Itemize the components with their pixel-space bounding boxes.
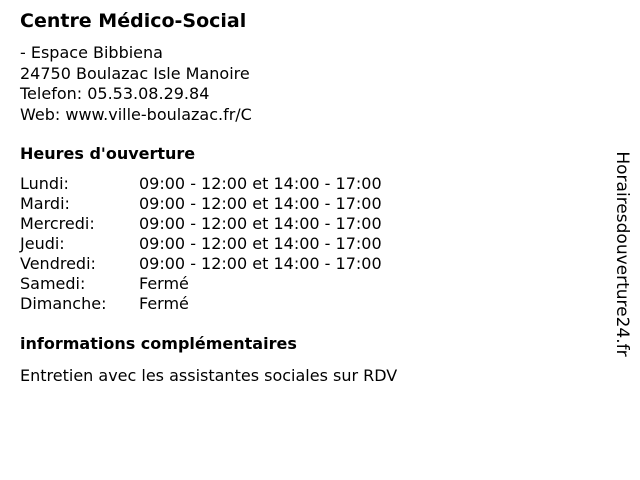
hours-row-jeudi xyxy=(20,234,382,254)
hours-row-vendredi xyxy=(20,254,382,274)
hours-row-lundi xyxy=(20,174,382,194)
hours-row-samedi xyxy=(20,274,382,294)
time-value: 09:00 - 12:00 et 14:00 - 17:00 xyxy=(139,254,382,273)
address-line-2: 24750 Boulazac Isle Manoire xyxy=(20,63,250,83)
time-value: 09:00 - 12:00 et 14:00 - 17:00 xyxy=(139,174,382,193)
time-value: Fermé xyxy=(139,274,189,293)
day-label: Samedi: xyxy=(20,274,86,293)
hours-row-mardi xyxy=(20,194,382,214)
day-label: Dimanche: xyxy=(20,294,107,313)
info-heading: informations complémentaires xyxy=(20,334,297,353)
day-label: Mercredi: xyxy=(20,214,95,233)
page-title: Centre Médico-Social xyxy=(20,10,247,32)
hours-heading: Heures d'ouverture xyxy=(20,144,196,163)
hours-table xyxy=(20,174,382,314)
time-value: Fermé xyxy=(139,294,189,313)
time-value: 09:00 - 12:00 et 14:00 - 17:00 xyxy=(139,214,382,233)
time-value: 09:00 - 12:00 et 14:00 - 17:00 xyxy=(139,194,382,213)
info-text: Entretien avec les assistantes sociales sur RDV xyxy=(20,366,398,385)
hours-row-mercredi xyxy=(20,214,382,234)
site-watermark: Horairesdouverture24.fr xyxy=(612,151,632,357)
day-label: Lundi: xyxy=(20,174,69,193)
hours-row-dimanche xyxy=(20,294,382,314)
day-label: Jeudi: xyxy=(20,234,65,253)
day-label: Mardi: xyxy=(20,194,70,213)
time-value: 09:00 - 12:00 et 14:00 - 17:00 xyxy=(139,234,382,253)
phone-number: Telefon: 05.53.08.29.84 xyxy=(20,84,210,103)
website-link[interactable]: Web: www.ville-boulazac.fr/C xyxy=(20,104,252,124)
address-block xyxy=(20,43,252,125)
address-line-1: - Espace Bibbiena xyxy=(20,43,163,62)
day-label: Vendredi: xyxy=(20,254,96,273)
